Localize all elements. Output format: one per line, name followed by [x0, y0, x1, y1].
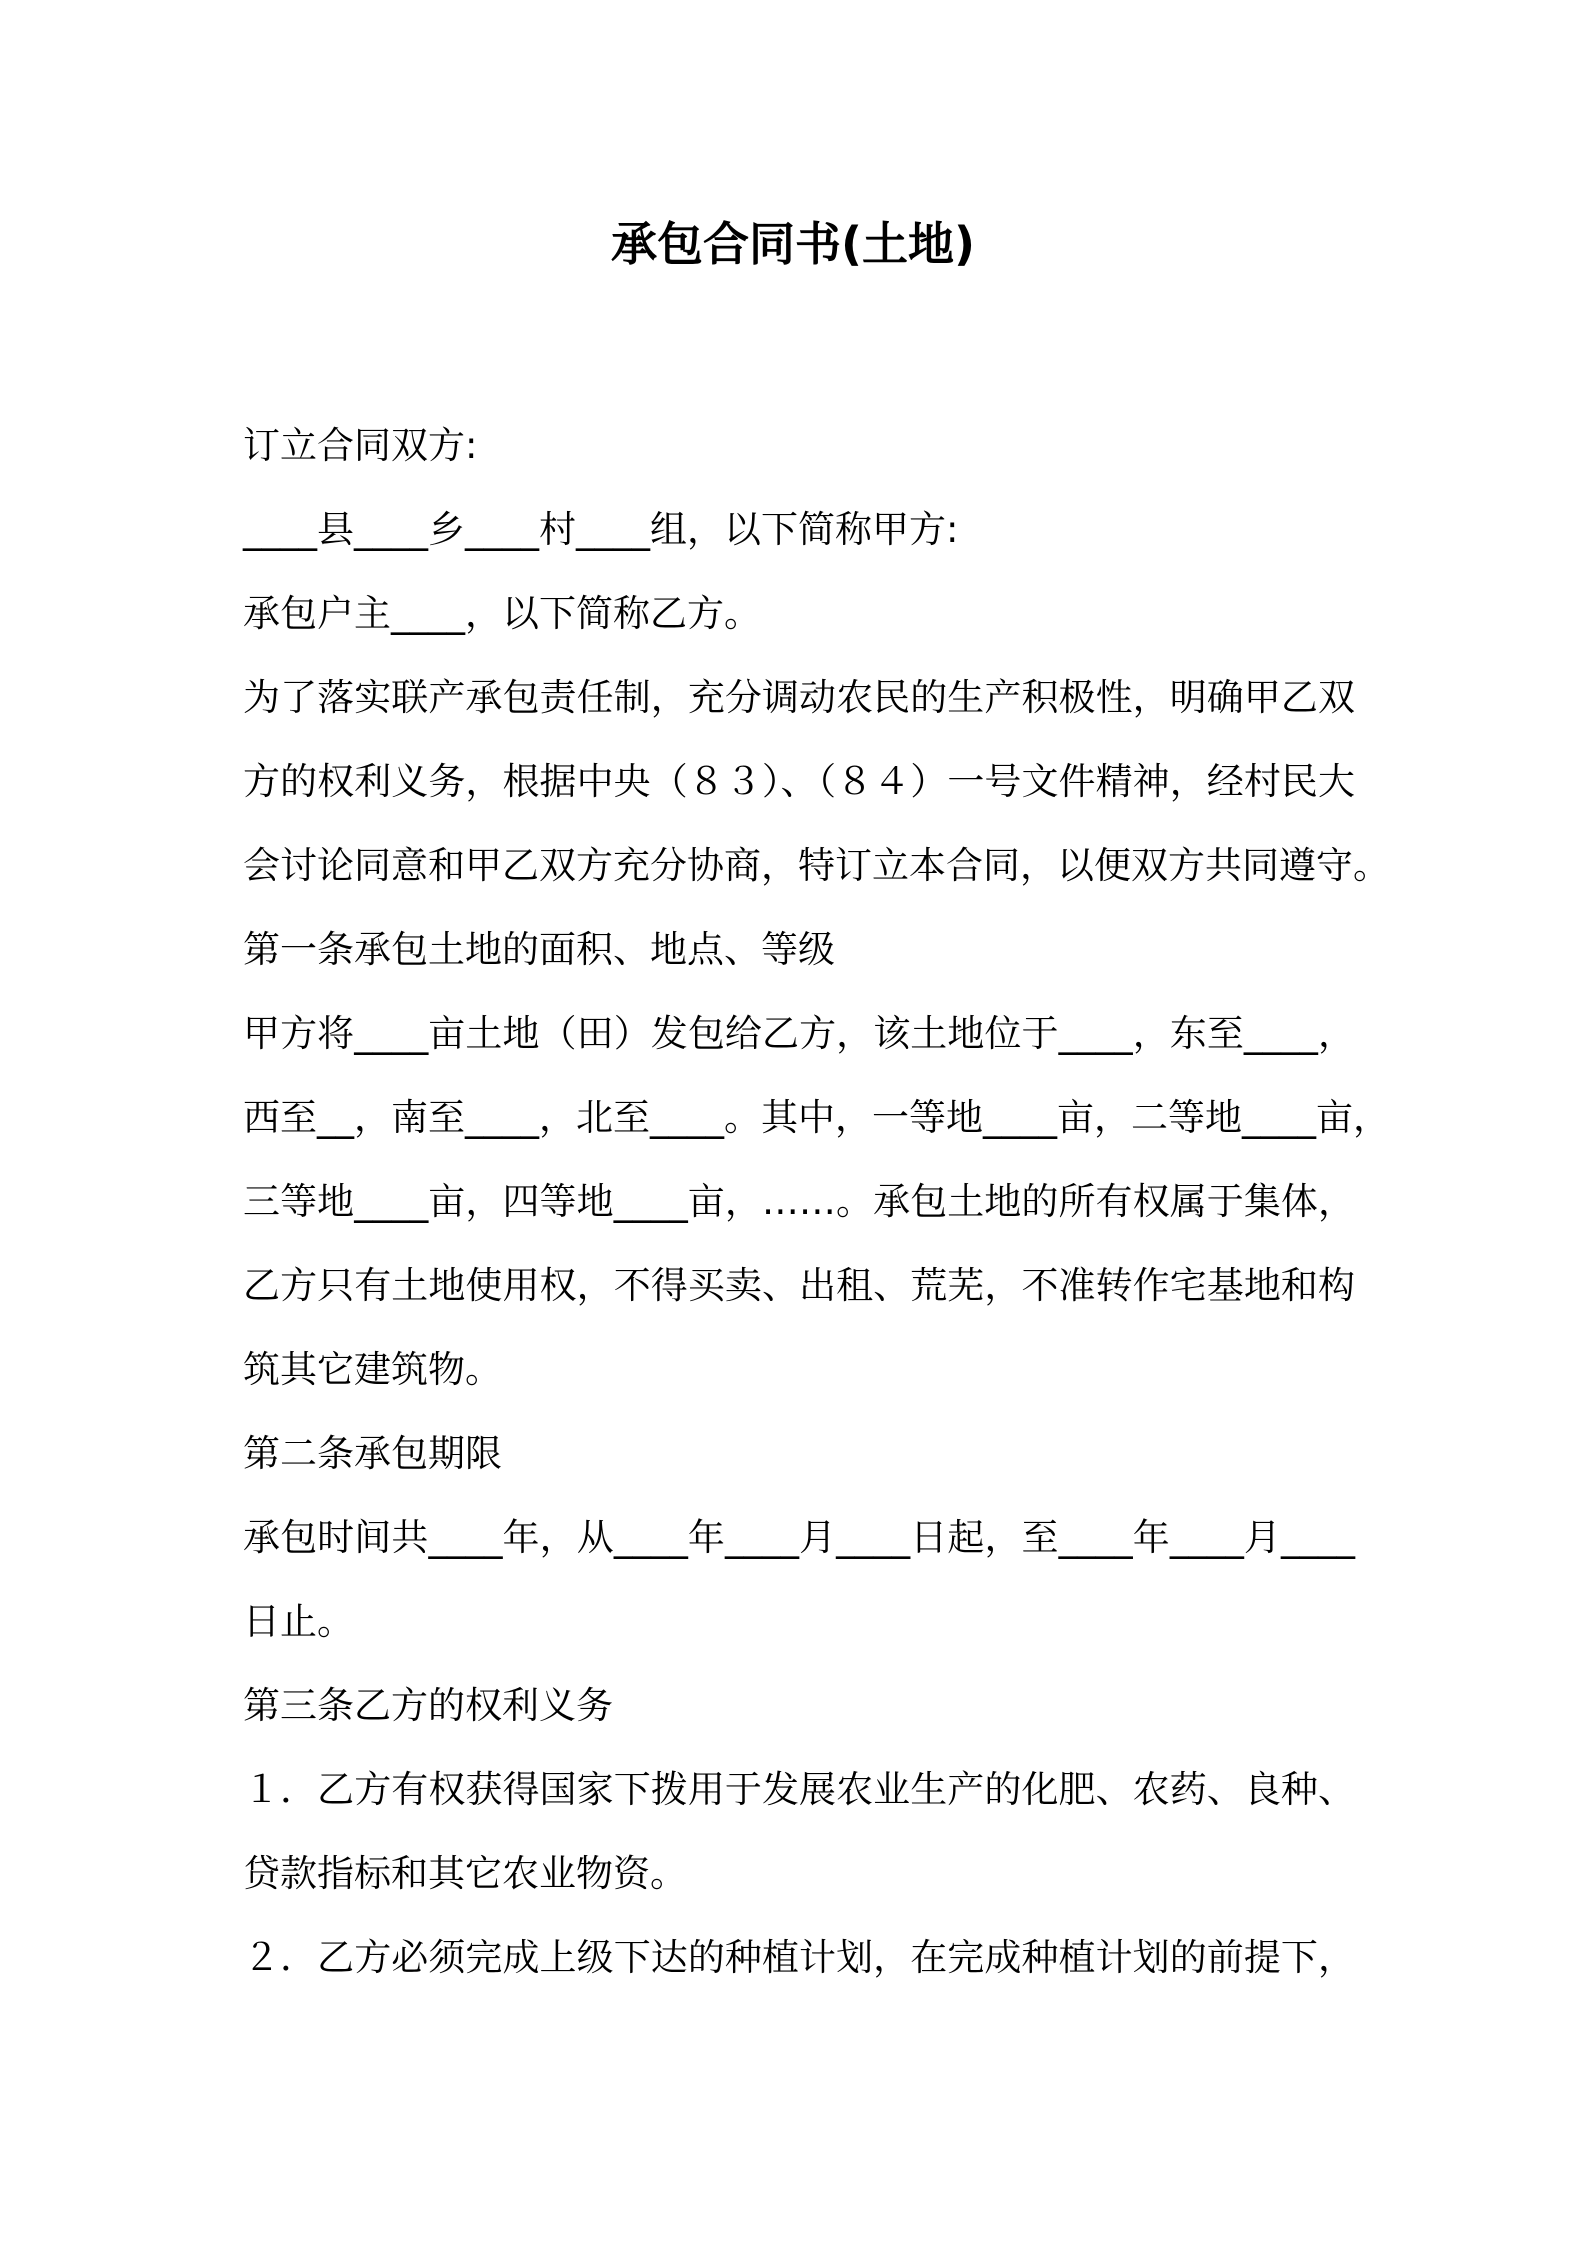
article-3-heading: 第三条乙方的权利义务	[243, 1684, 613, 1727]
text-line-article-1-c: 三等地____亩，四等地____亩，……。承包土地的所有权属于集体，	[243, 1180, 1355, 1223]
document-body	[243, 404, 1390, 2000]
text-line-article-1-b: 西至__，南至____，北至____。其中，一等地____亩，二等地____亩，	[243, 1096, 1390, 1139]
text-line-preamble-1: 为了落实联产承包责任制，充分调动农民的生产积极性，明确甲乙双	[243, 676, 1355, 719]
text-line-article-2-b: 日止。	[243, 1600, 354, 1643]
text-line-parties-heading: 订立合同双方:	[243, 424, 478, 467]
text-line-article-3-item-1-b: 贷款指标和其它农业物资。	[243, 1852, 687, 1895]
text-line-party-b: 承包户主____，以下简称乙方。	[243, 592, 761, 635]
text-line-article-3-item-2-a: ２．乙方必须完成上级下达的种植计划，在完成种植计划的前提下，	[243, 1936, 1355, 1979]
article-1-heading: 第一条承包土地的面积、地点、等级	[243, 928, 835, 971]
text-line-article-1-e: 筑其它建筑物。	[243, 1348, 502, 1391]
text-line-article-2-a: 承包时间共____年，从____年____月____日起，至____年____月____	[243, 1516, 1355, 1559]
text-line-preamble-3: 会讨论同意和甲乙双方充分协商，特订立本合同，以便双方共同遵守。	[243, 844, 1390, 887]
article-2-heading: 第二条承包期限	[243, 1432, 502, 1475]
text-line-party-a: ____县____乡____村____组，以下简称甲方:	[243, 508, 959, 551]
text-line-article-3-item-1-a: １．乙方有权获得国家下拨用于发展农业生产的化肥、农药、良种、	[243, 1768, 1355, 1811]
text-line-article-1-a: 甲方将____亩土地（田）发包给乙方，该土地位于____，东至____，	[243, 1012, 1355, 1055]
document-title: 承包合同书(土地)	[610, 217, 976, 271]
text-line-preamble-2: 方的权利义务，根据中央（８３）、（８４）一号文件精神，经村民大	[243, 760, 1355, 803]
text-line-article-1-d: 乙方只有土地使用权，不得买卖、出租、荒芜，不准转作宅基地和构	[243, 1264, 1355, 1307]
